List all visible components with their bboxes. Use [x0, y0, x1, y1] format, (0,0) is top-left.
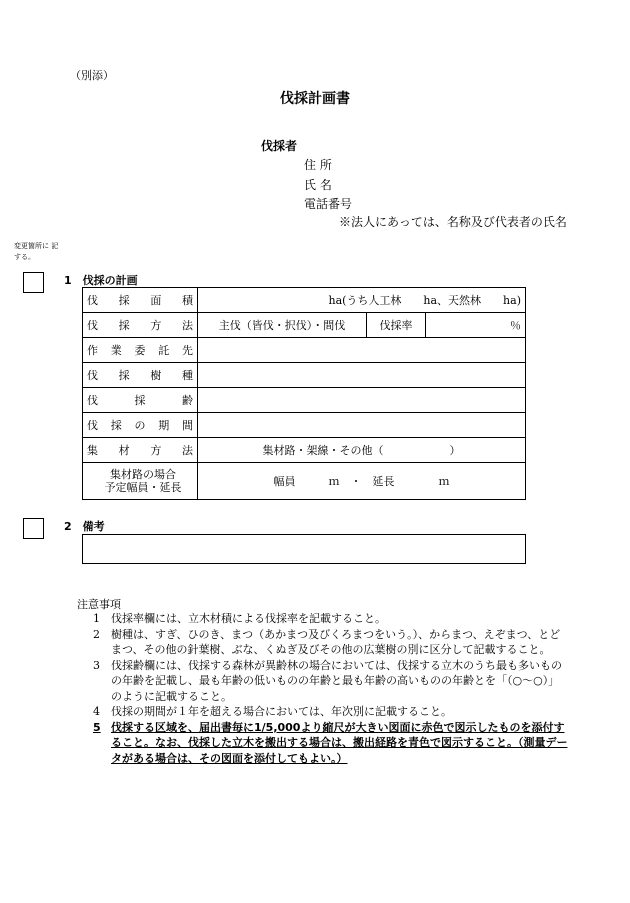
yarding-method-field[interactable]: 集材路・架線・その他（ ）	[198, 438, 526, 463]
age-field[interactable]	[198, 388, 526, 413]
label-text: 伐 採 の 期 間	[87, 419, 193, 432]
row-label-contractor	[83, 338, 198, 363]
note-item	[93, 658, 568, 705]
method-value-field[interactable]: 主伐（皆伐・択伐）・間伐	[198, 313, 367, 338]
change-marker-note: 変更箇所に 記する。	[14, 242, 59, 261]
row-label-species	[83, 363, 198, 388]
row-label-period	[83, 413, 198, 438]
corporation-note: ※法人にあっては、名称及び代表者の氏名	[339, 215, 567, 229]
section1-change-checkbox[interactable]	[23, 272, 44, 293]
table-row	[83, 288, 526, 313]
table-row	[83, 413, 526, 438]
row-label-area	[83, 288, 198, 313]
address-label: 住 所	[304, 158, 332, 172]
section2-heading: 2 備考	[64, 520, 105, 533]
note-text: 樹種は、すぎ、ひのき、まつ（あかまつ及びくろまつをいう。）、からまつ、えぞまつ、とどまつ、その他の針葉樹、ぶな、くぬぎ及びその他の広葉樹の別に区分して記載すること。	[111, 627, 561, 656]
road-label-line1: 集材路の場合	[110, 468, 176, 481]
applicant-label: 伐採者	[261, 139, 298, 153]
row-label-method	[83, 313, 198, 338]
table-row	[83, 313, 526, 338]
contractor-field[interactable]	[198, 338, 526, 363]
notes-title: 注意事項	[77, 598, 121, 611]
logging-rate-label: 伐採率	[367, 313, 426, 338]
species-field[interactable]	[198, 363, 526, 388]
table-row	[83, 463, 526, 500]
note-text: 伐採率欄には、立木材積による伐採率を記載すること。	[111, 612, 386, 625]
logging-rate-field[interactable]: ％	[426, 313, 526, 338]
label-text: 伐 採 面 積	[87, 294, 193, 307]
label-text: 集 材 方 法	[87, 444, 193, 457]
note-text: 伐採する区域を、届出書毎に1/5,000より縮尺が大きい図面に赤色で図示したものを添付すること。なお、伐採した立木を搬出する場合は、搬出経路を青色で図示すること。（測量データがある場合は、その図面を添付してもよい。）	[111, 720, 568, 765]
table-row	[83, 338, 526, 363]
note-item	[93, 611, 568, 627]
document-title: 伐採計画書	[280, 91, 350, 107]
table-row	[83, 363, 526, 388]
note-number: 3	[93, 658, 100, 672]
attachment-label: （別添）	[70, 69, 114, 82]
row-label-age	[83, 388, 198, 413]
section2-change-checkbox[interactable]	[23, 518, 44, 539]
label-text: 伐 採 樹 種	[87, 369, 193, 382]
row-label-yarding	[83, 438, 198, 463]
note-text: 伐採の期間が１年を超える場合においては、年次別に記載すること。	[111, 705, 452, 718]
table-row	[83, 388, 526, 413]
road-label-line2: 予定幅員・延長	[104, 481, 182, 494]
note-item	[93, 720, 568, 767]
table-row	[83, 438, 526, 463]
logging-plan-table	[82, 287, 526, 500]
name-label: 氏 名	[304, 178, 332, 192]
label-text: 伐 採 齢	[87, 394, 193, 407]
note-number: 2	[93, 627, 100, 641]
row-label-road	[83, 463, 198, 500]
remarks-field[interactable]	[82, 534, 526, 564]
label-text: 伐 採 方 法	[87, 319, 193, 332]
note-number: 4	[93, 705, 100, 718]
period-field[interactable]	[198, 413, 526, 438]
label-text: 作 業 委 託 先	[87, 344, 193, 357]
note-item	[93, 704, 568, 720]
note-number: 1	[93, 612, 100, 625]
notes-list	[93, 611, 568, 766]
phone-label: 電話番号	[304, 197, 353, 211]
section1-heading: 1 伐採の計画	[64, 274, 138, 287]
note-text: 伐採齢欄には、伐採する森林が異齢林の場合においては、伐採する立木のうち最も多いものの年齢を記載し、最も年齢の低いものの年齢と最も年齢の高いものの年齢とを「（○～○）」のように記載すること。	[111, 658, 562, 703]
note-item	[93, 627, 568, 658]
road-width-length-field[interactable]: 幅員 ｍ ・ 延長 ｍ	[198, 463, 526, 500]
note-number: 5	[93, 720, 101, 734]
area-value-field[interactable]: ha(うち人工林 ha、天然林 ha)	[198, 288, 526, 313]
